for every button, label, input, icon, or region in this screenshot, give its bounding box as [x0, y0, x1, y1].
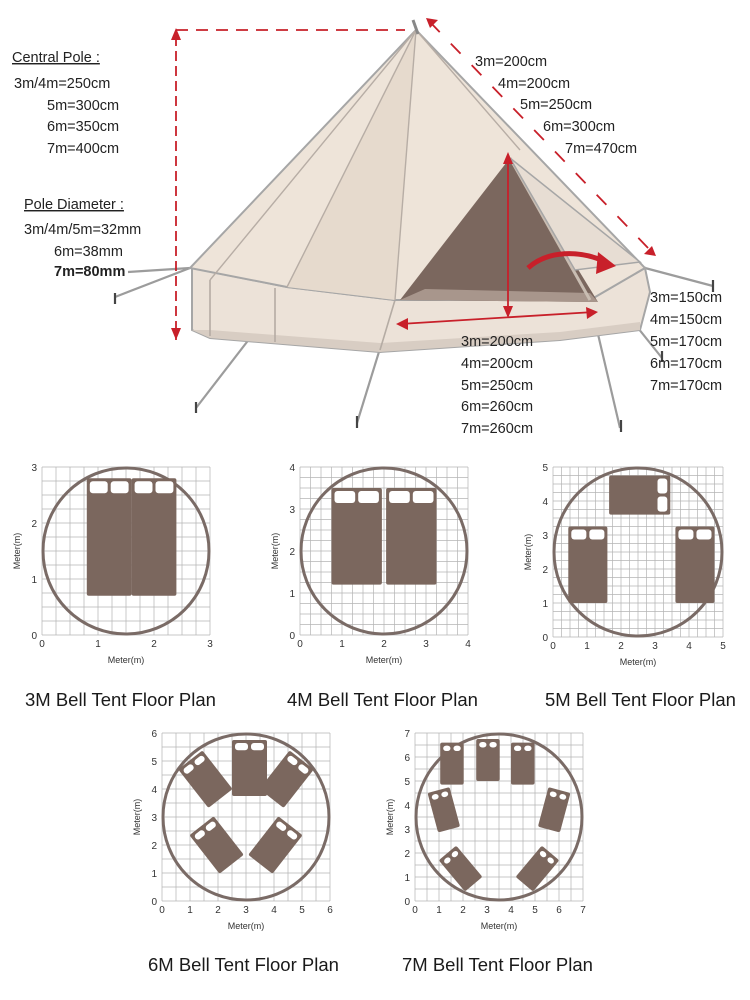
x-axis-label: Meter(m): [619, 657, 657, 667]
y-axis-label: Meter(m): [523, 533, 533, 571]
central-pole-line: 3m/4m=250cm: [14, 76, 111, 92]
y-axis-label: Meter(m): [12, 532, 22, 570]
plan-title: 3M Bell Tent Floor Plan: [25, 689, 216, 710]
bed: [439, 846, 483, 892]
pole-diameter-heading: Pole Diameter :: [24, 197, 124, 213]
pillow: [251, 743, 264, 750]
wall-height-line: 3m=150cm: [650, 290, 723, 306]
wall-height-line: 4m=150cm: [650, 312, 723, 328]
pole-diameter-line: 3m/4m/5m=32mm: [24, 222, 142, 238]
floor-plan: [12, 463, 216, 710]
x-tick-label: 1: [95, 639, 101, 650]
y-tick-label: 3: [31, 463, 37, 474]
pole-diameter-line: 6m=38mm: [54, 244, 123, 260]
pillow: [514, 746, 521, 751]
x-tick-label: 2: [151, 639, 157, 650]
pillow: [413, 491, 434, 503]
pillow: [135, 481, 153, 493]
pillow: [658, 497, 668, 512]
y-tick-label: 1: [151, 869, 157, 880]
y-tick-label: 1: [542, 599, 548, 610]
x-tick-label: 3: [243, 905, 249, 916]
y-tick-label: 6: [151, 729, 157, 740]
rotated-bed: [538, 787, 571, 832]
plan-title: 4M Bell Tent Floor Plan: [287, 689, 478, 710]
floor-plan: [270, 463, 478, 710]
y-tick-label: 0: [404, 897, 410, 908]
floor-plan: [385, 729, 593, 975]
roof-slope-line: 7m=470cm: [565, 141, 638, 157]
door-width-line: 3m=200cm: [461, 334, 534, 350]
x-tick-label: 4: [686, 641, 692, 652]
rotated-bed: [439, 846, 483, 892]
x-tick-label: 2: [381, 639, 387, 650]
x-axis-label: Meter(m): [227, 921, 265, 931]
pillow: [524, 746, 531, 751]
pillow: [453, 746, 460, 751]
x-tick-label: 5: [532, 905, 538, 916]
rotated-bed: [248, 816, 302, 874]
x-tick-label: 7: [580, 905, 586, 916]
y-tick-label: 5: [542, 463, 548, 474]
y-tick-label: 7: [404, 729, 410, 740]
y-tick-label: 3: [151, 813, 157, 824]
y-tick-label: 1: [404, 873, 410, 884]
x-tick-label: 4: [508, 905, 514, 916]
pillow: [489, 742, 496, 747]
x-tick-label: 2: [460, 905, 466, 916]
y-tick-label: 6: [404, 753, 410, 764]
central-pole-line: 7m=400cm: [47, 141, 120, 157]
wall-height-line: 6m=170cm: [650, 356, 723, 372]
y-axis-label: Meter(m): [132, 798, 142, 836]
pillow: [156, 481, 174, 493]
central-pole-line: 6m=350cm: [47, 119, 120, 135]
y-tick-label: 1: [31, 575, 37, 586]
x-tick-label: 1: [339, 639, 345, 650]
x-tick-label: 1: [436, 905, 442, 916]
y-tick-label: 0: [542, 633, 548, 644]
x-tick-label: 5: [720, 641, 726, 652]
y-tick-label: 0: [289, 631, 295, 642]
pillow: [389, 491, 410, 503]
x-axis-label: Meter(m): [365, 655, 403, 665]
pillow: [358, 491, 379, 503]
central-pole-line: 5m=300cm: [47, 98, 120, 114]
door-width-line: 7m=260cm: [461, 421, 534, 437]
wall-height-line: 7m=170cm: [650, 378, 723, 394]
y-tick-label: 4: [151, 785, 157, 796]
x-tick-label: 1: [187, 905, 193, 916]
pillow: [678, 530, 693, 540]
pillow: [335, 491, 356, 503]
x-tick-label: 0: [159, 905, 165, 916]
y-tick-label: 3: [289, 505, 295, 516]
y-tick-label: 2: [151, 841, 157, 852]
pillow: [479, 742, 486, 747]
plan-title: 7M Bell Tent Floor Plan: [402, 954, 593, 975]
bed: [248, 816, 302, 874]
rotated-bed: [428, 787, 461, 832]
bed: [87, 478, 132, 596]
y-tick-label: 5: [404, 777, 410, 788]
pole-diameter-line: 7m=80mm: [54, 264, 126, 280]
rotated-bed: [516, 846, 560, 892]
central-pole-heading: Central Pole :: [12, 50, 100, 66]
floor-plan: [132, 729, 339, 975]
pillow: [658, 479, 668, 494]
x-tick-label: 0: [550, 641, 556, 652]
x-tick-label: 3: [207, 639, 213, 650]
pillow: [571, 530, 586, 540]
wall-height-line: 5m=170cm: [650, 334, 723, 350]
x-tick-label: 6: [327, 905, 333, 916]
x-axis-label: Meter(m): [107, 655, 145, 665]
y-tick-label: 4: [289, 463, 295, 474]
y-tick-label: 1: [289, 589, 295, 600]
y-tick-label: 2: [289, 547, 295, 558]
door-width-line: 5m=250cm: [461, 378, 534, 394]
pillow: [90, 481, 108, 493]
door-width-line: 4m=200cm: [461, 356, 534, 372]
y-tick-label: 3: [404, 825, 410, 836]
bed: [516, 846, 560, 892]
pillow: [696, 530, 711, 540]
y-tick-label: 5: [151, 757, 157, 768]
roof-slope-line: 3m=200cm: [475, 54, 548, 70]
y-axis-label: Meter(m): [385, 798, 395, 836]
x-tick-label: 5: [299, 905, 305, 916]
x-tick-label: 1: [584, 641, 590, 652]
pillow: [111, 481, 129, 493]
y-axis-label: Meter(m): [270, 532, 280, 570]
roof-slope-line: 5m=250cm: [520, 97, 593, 113]
x-tick-label: 2: [618, 641, 624, 652]
x-axis-label: Meter(m): [480, 921, 518, 931]
x-tick-label: 6: [556, 905, 562, 916]
roof-slope-line: 4m=200cm: [498, 76, 571, 92]
bed: [132, 478, 177, 596]
door-width-line: 6m=260cm: [461, 399, 534, 415]
x-tick-label: 4: [465, 639, 471, 650]
y-tick-label: 2: [31, 519, 37, 530]
pillow: [235, 743, 248, 750]
y-tick-label: 4: [404, 801, 410, 812]
x-tick-label: 3: [652, 641, 658, 652]
y-tick-label: 4: [542, 497, 548, 508]
pillow: [443, 746, 450, 751]
y-tick-label: 0: [31, 631, 37, 642]
floor-plan: [523, 463, 736, 710]
y-tick-label: 2: [404, 849, 410, 860]
x-tick-label: 2: [215, 905, 221, 916]
x-tick-label: 0: [39, 639, 45, 650]
y-tick-label: 2: [542, 565, 548, 576]
rotated-bed: [189, 816, 243, 874]
roof-slope-line: 6m=300cm: [543, 119, 616, 135]
bed: [189, 816, 243, 874]
x-tick-label: 3: [484, 905, 490, 916]
y-tick-label: 3: [542, 531, 548, 542]
x-tick-label: 3: [423, 639, 429, 650]
plan-title: 6M Bell Tent Floor Plan: [148, 954, 339, 975]
x-tick-label: 0: [297, 639, 303, 650]
x-tick-label: 4: [271, 905, 277, 916]
plan-title: 5M Bell Tent Floor Plan: [545, 689, 736, 710]
x-tick-label: 0: [412, 905, 418, 916]
pillow: [589, 530, 604, 540]
y-tick-label: 0: [151, 897, 157, 908]
